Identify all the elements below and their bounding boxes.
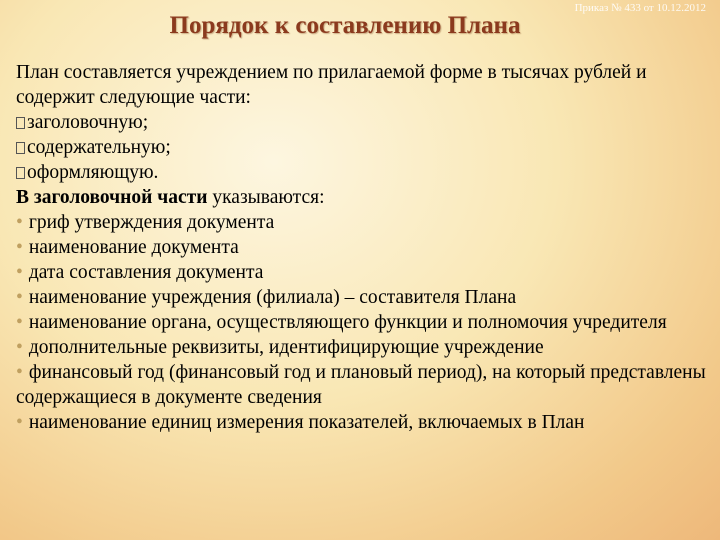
part-label: оформляющую.	[27, 162, 159, 183]
part-item-3	[16, 160, 706, 185]
bullet-dot-icon: •	[16, 312, 23, 333]
bullet-dot-icon: •	[16, 287, 23, 308]
bullet-text: наименование документа	[28, 237, 239, 258]
bullet-item-3	[16, 260, 706, 285]
bullet-item-1	[16, 210, 706, 235]
checkbox-bullet-icon	[16, 142, 25, 154]
bullet-text: наименование органа, осуществляющего функции и полномочия учредителя	[28, 312, 667, 333]
header-section-bold: В заголовочной части	[16, 187, 208, 208]
bullet-dot-icon: •	[16, 337, 23, 358]
header-section-lead	[16, 185, 706, 210]
bullet-dot-icon: •	[16, 262, 23, 283]
bullet-text: финансовый год (финансовый год и плановый период), на который представлены содержащиеся в документе сведения	[16, 362, 706, 408]
bullet-item-8	[16, 410, 706, 435]
header-section-rest: указываются:	[207, 187, 325, 208]
slide-title: Порядок к составлению Плана	[169, 12, 521, 39]
bullet-dot-icon: •	[16, 212, 23, 233]
part-item-2	[16, 135, 706, 160]
bullet-item-7	[16, 360, 706, 410]
bullet-item-4	[16, 285, 706, 310]
slide-body	[16, 60, 706, 435]
bullet-item-5	[16, 310, 706, 335]
bullet-text: наименование единиц измерения показателей, включаемых в План	[28, 412, 585, 433]
bullet-text: гриф утверждения документа	[28, 212, 275, 233]
checkbox-bullet-icon	[16, 117, 25, 129]
order-reference: Приказ № 433 от 10.12.2012	[574, 2, 706, 14]
bullet-text: дата составления документа	[28, 262, 264, 283]
intro-text: План составляется учреждением по прилагаемой форме в тысячах рублей и содержит следующие части:	[16, 62, 647, 108]
part-label: содержательную;	[27, 137, 171, 158]
bullet-item-2	[16, 235, 706, 260]
bullet-dot-icon: •	[16, 412, 23, 433]
part-item-1	[16, 110, 706, 135]
part-label: заголовочную;	[27, 112, 149, 133]
bullet-dot-icon: •	[16, 362, 23, 383]
bullet-item-6	[16, 335, 706, 360]
bullet-text: наименование учреждения (филиала) – составителя Плана	[28, 287, 517, 308]
checkbox-bullet-icon	[16, 167, 25, 179]
bullet-dot-icon: •	[16, 237, 23, 258]
bullet-text: дополнительные реквизиты, идентифицирующие учреждение	[28, 337, 544, 358]
